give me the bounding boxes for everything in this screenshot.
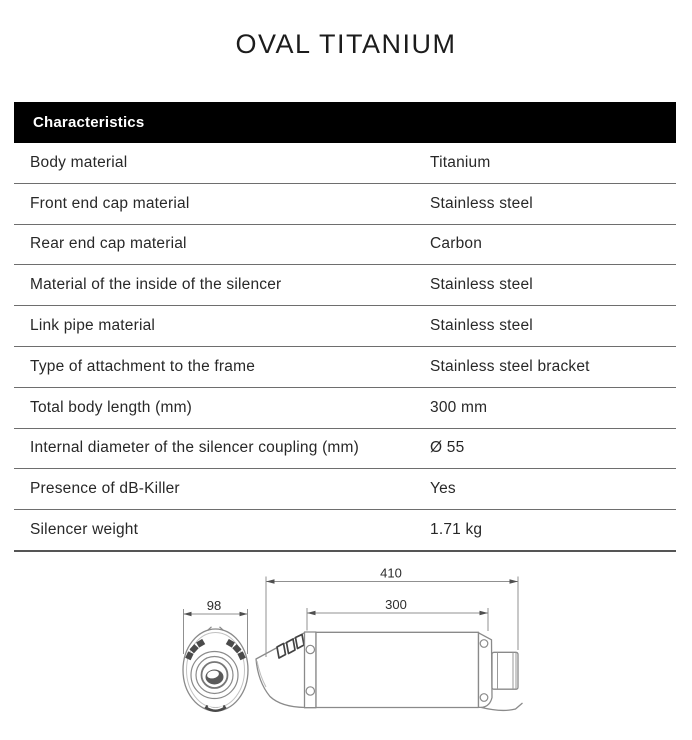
row-value: Yes [430, 480, 456, 498]
table-header-label: Characteristics [33, 114, 145, 131]
rear-rivet-bottom [480, 694, 488, 702]
outlet-coupling [492, 652, 518, 689]
row-label: Front end cap material [30, 194, 190, 212]
dim-label-front-width: 98 [206, 598, 222, 613]
technical-drawing [0, 555, 692, 740]
row-value: 300 mm [430, 398, 488, 416]
dim-label-body-length: 300 [385, 597, 407, 612]
row-value: Stainless steel [430, 194, 533, 212]
row-label: Body material [30, 153, 128, 171]
table-body [14, 143, 676, 552]
row-value: 1.71 kg [430, 521, 483, 539]
table-row [14, 306, 676, 347]
row-label: Material of the inside of the silencer [30, 276, 282, 294]
table-row [14, 510, 676, 552]
row-label: Presence of dB-Killer [30, 480, 180, 498]
row-value: Ø 55 [430, 439, 465, 457]
row-value: Stainless steel bracket [430, 357, 590, 375]
row-label: Link pipe material [30, 317, 156, 335]
row-label: Internal diameter of the silencer coupling (mm) [30, 439, 360, 457]
page-title: OVAL TITANIUM [235, 29, 457, 60]
characteristics-table [14, 102, 676, 552]
dim-body-length [307, 597, 488, 631]
row-label: Type of attachment to the frame [30, 357, 256, 375]
front-band [305, 632, 317, 708]
row-label: Rear end cap material [30, 235, 187, 253]
table-row [14, 469, 676, 510]
table-row [14, 225, 676, 266]
table-header [14, 102, 676, 143]
side-view [256, 632, 523, 710]
table-row [14, 429, 676, 470]
front-rivet-bottom [306, 687, 314, 695]
dim-label-overall-length: 410 [380, 565, 402, 581]
row-value: Carbon [430, 235, 483, 253]
row-value: Titanium [430, 153, 491, 171]
table-row [14, 184, 676, 225]
front-rivet-top [306, 645, 314, 653]
table-row [14, 143, 676, 184]
row-label: Total body length (mm) [30, 398, 193, 416]
row-value: Stainless steel [430, 317, 533, 335]
silencer-body [316, 632, 479, 707]
table-row [14, 265, 676, 306]
rear-rivet-top [480, 640, 488, 648]
row-value: Stainless steel [430, 276, 533, 294]
row-label: Silencer weight [30, 521, 139, 539]
table-row [14, 347, 676, 388]
front-view [183, 627, 248, 711]
table-row [14, 388, 676, 429]
